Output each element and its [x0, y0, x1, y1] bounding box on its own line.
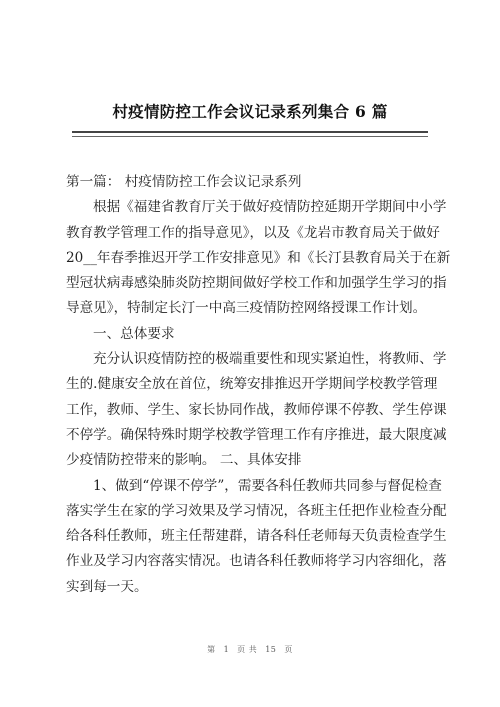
paragraph-line: 给各科任教师，班主任帮建群，请各科任老师每天负责检查学生	[66, 528, 447, 545]
section-heading: 第一篇： 村疫情防控工作会议记录系列	[66, 174, 302, 190]
paragraph-line: 工作，教师、学生、家长协同作战，教师停课不停教、学生停课	[66, 401, 447, 418]
paragraph-line: 作业及学习内容落实情况。也请各科任教师将学习内容细化，落	[66, 553, 447, 570]
title-rule-thin	[72, 136, 428, 137]
paragraph-line: 型冠状病毒感染肺炎防控期间做好学校工作和加强学生学习的指	[66, 275, 447, 292]
paragraph-line: 导意见》，特制定长汀一中高三疫情防控网络授课工作计划。	[66, 300, 427, 317]
paragraph-line: 教育教学管理工作的指导意见》，以及《龙岩市教育局关于做好	[66, 224, 440, 241]
paragraph-line: 生的.健康安全放在首位，统筹安排推迟开学期间学校教学管理	[66, 376, 438, 393]
page-current: 1	[223, 645, 230, 654]
document-body	[66, 170, 451, 600]
paragraph-line: 1、做到“停课不停学”，需要各科任教师共同参与督促检查	[93, 477, 442, 494]
page-middle: 页 共	[237, 645, 258, 654]
paragraph-line: 实到每一天。	[66, 578, 148, 595]
paragraph-line: 根据《福建省教育厅关于做好疫情防控延期开学期间中小学	[93, 199, 447, 216]
title-rule-thick	[72, 131, 428, 133]
paragraph-line: 少疫情防控带来的影响。 二、具体安排	[66, 452, 302, 469]
paragraph-line: 20__年春季推迟开学工作安排意见》和《长汀县教育局关于在新	[66, 249, 451, 266]
paragraph-line: 落实学生在家的学习效果及学习情况，各班主任把作业检查分配	[66, 502, 447, 519]
page-total: 15	[265, 645, 277, 654]
page-footer	[0, 644, 500, 655]
document-title: 村疫情防控工作会议记录系列集合 6 篇	[112, 102, 388, 121]
page-suffix: 页	[284, 645, 293, 654]
page-prefix: 第	[207, 645, 216, 654]
paragraph-line: 充分认识疫情防控的极端重要性和现实紧迫性，将教师、学	[93, 351, 447, 368]
subheading: 一、总体要求	[93, 325, 175, 342]
paragraph-line: 不停学。确保特殊时期学校教学管理工作有序推进，最大限度减	[66, 426, 447, 443]
